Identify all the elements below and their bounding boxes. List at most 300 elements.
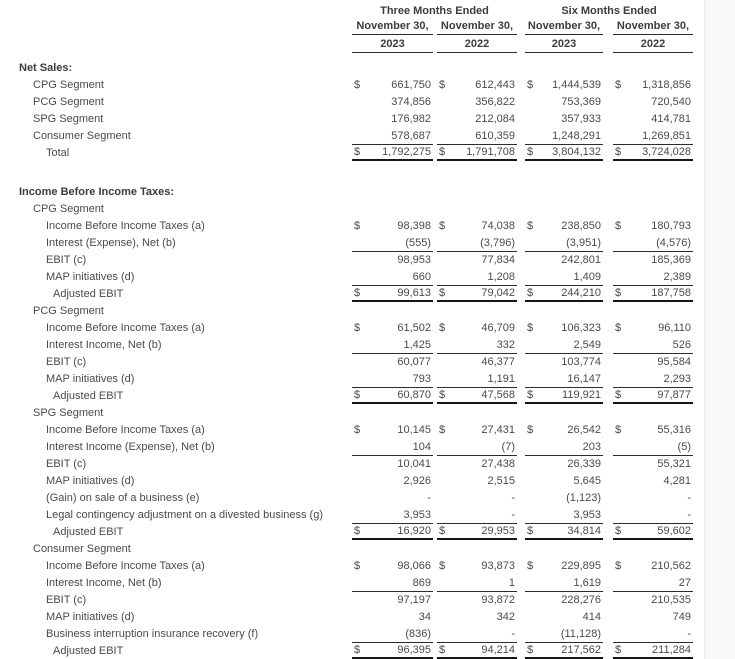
cell-value: -: [511, 627, 515, 640]
cell-value: 176,982: [391, 112, 431, 125]
value-cell: [525, 302, 603, 319]
value-cell: [437, 506, 517, 523]
value-cell: [352, 353, 433, 370]
value-cell: [525, 438, 603, 455]
value-cell: [525, 268, 603, 285]
table-row: [0, 144, 704, 161]
value-cell: [525, 127, 603, 144]
cell-value: 98,398: [397, 219, 431, 232]
cell-value: 94,214: [481, 644, 515, 656]
cell-value: 2,389: [663, 270, 691, 283]
cell-value: -: [427, 491, 431, 504]
row-label: MAP initiatives (d): [46, 474, 135, 487]
cell-value: 244,210: [561, 287, 601, 299]
value-cell: [437, 438, 517, 455]
value-cell: [525, 59, 603, 76]
cell-value: 1,792,275: [382, 146, 431, 158]
cell-value: 10,145: [397, 423, 431, 436]
value-cell: [352, 144, 433, 161]
cell-value: 238,850: [561, 219, 601, 232]
cell-value: 212,084: [475, 112, 515, 125]
value-cell: [352, 540, 433, 557]
value-cell: [613, 319, 693, 336]
cell-value: -: [687, 627, 691, 640]
table-row: [0, 455, 704, 472]
currency-symbol: $: [527, 78, 534, 91]
cell-value: -: [687, 491, 691, 504]
currency-symbol: $: [615, 389, 622, 401]
row-label: Interest (Expense), Net (b): [46, 236, 176, 249]
table-row: [0, 336, 704, 353]
cell-value: 3,724,028: [642, 146, 691, 158]
value-cell: [352, 523, 433, 540]
currency-symbol: $: [354, 219, 361, 232]
cell-value: 29,953: [481, 525, 515, 537]
value-cell: [352, 489, 433, 506]
value-cell: [525, 404, 603, 421]
value-cell: [437, 285, 517, 302]
cell-value: (555): [405, 236, 431, 249]
value-cell: [613, 472, 693, 489]
cell-value: 1,191: [487, 372, 515, 385]
value-cell: [613, 438, 693, 455]
column-year-header: 2023: [525, 35, 603, 53]
table-row: [0, 251, 704, 268]
row-label: (Gain) on sale of a business (e): [46, 491, 200, 504]
currency-symbol: $: [439, 146, 446, 158]
cell-value: (3,796): [480, 236, 515, 249]
currency-symbol: $: [354, 287, 361, 299]
value-cell: [525, 625, 603, 642]
row-label: SPG Segment: [33, 112, 104, 125]
value-cell: [613, 421, 693, 438]
currency-symbol: $: [615, 146, 622, 158]
page-margin-strip: [704, 0, 735, 659]
value-cell: [613, 591, 693, 608]
value-cell: [613, 93, 693, 110]
cell-value: 242,801: [561, 254, 601, 266]
currency-symbol: $: [439, 559, 446, 572]
value-cell: [525, 574, 603, 591]
value-cell: [525, 608, 603, 625]
cell-value: 16,147: [567, 372, 601, 385]
cell-value: 228,276: [561, 594, 601, 606]
value-cell: [525, 421, 603, 438]
value-cell: [525, 540, 603, 557]
column-date-header: November 30,: [613, 17, 693, 35]
cell-value: 210,535: [651, 594, 691, 606]
value-cell: [613, 404, 693, 421]
column-year-header: 2023: [352, 35, 433, 53]
table-row: [0, 217, 704, 234]
cell-value: 1,269,851: [642, 129, 691, 142]
value-cell: [437, 421, 517, 438]
column-date-header: November 30,: [352, 17, 433, 35]
section-spacer: [0, 161, 704, 183]
cell-value: 26,339: [567, 458, 601, 470]
value-cell: [352, 404, 433, 421]
value-cell: [352, 506, 433, 523]
value-cell: [437, 110, 517, 127]
cell-value: (4,576): [656, 236, 691, 249]
currency-symbol: $: [439, 389, 446, 401]
row-label: EBIT (c): [46, 593, 87, 606]
currency-symbol: $: [354, 389, 361, 401]
cell-value: 1: [508, 576, 515, 589]
currency-symbol: $: [527, 423, 534, 436]
value-cell: [352, 319, 433, 336]
value-cell: [437, 608, 517, 625]
cell-value: 203: [582, 440, 601, 453]
value-cell: [613, 268, 693, 285]
cell-value: 356,822: [475, 95, 515, 108]
value-cell: [437, 540, 517, 557]
cell-value: (1,123): [566, 491, 601, 504]
currency-symbol: $: [615, 219, 622, 232]
currency-symbol: $: [354, 423, 361, 436]
value-cell: [352, 625, 433, 642]
cell-value: 374,856: [391, 95, 431, 108]
table-row: [0, 319, 704, 336]
value-cell: [352, 336, 433, 353]
value-cell: [352, 110, 433, 127]
period-group-three-months: Three Months Ended: [380, 5, 489, 17]
currency-symbol: $: [439, 525, 446, 537]
value-cell: [613, 200, 693, 217]
value-cell: [613, 540, 693, 557]
value-cell: [525, 183, 603, 200]
cell-value: 47,568: [481, 389, 515, 401]
table-row: [0, 608, 704, 625]
currency-symbol: $: [439, 423, 446, 436]
row-label: Income Before Income Taxes (a): [46, 219, 205, 232]
cell-value: 119,921: [562, 389, 601, 401]
value-cell: [613, 183, 693, 200]
row-label: Income Before Income Taxes (a): [46, 321, 205, 334]
table-row: [0, 110, 704, 127]
cell-value: 185,369: [651, 254, 691, 266]
row-label: EBIT (c): [46, 457, 87, 470]
cell-value: (3,951): [566, 236, 601, 249]
table-row: [0, 93, 704, 110]
value-cell: [525, 472, 603, 489]
value-cell: [525, 370, 603, 387]
value-cell: [613, 489, 693, 506]
cell-value: 1,619: [573, 576, 601, 589]
segment-results-table: [0, 2, 704, 659]
cell-value: 660: [412, 270, 431, 283]
value-cell: [525, 251, 603, 268]
value-cell: [525, 336, 603, 353]
row-label: Interest Income, Net (b): [46, 576, 162, 589]
value-cell: [352, 472, 433, 489]
row-label: Adjusted EBIT: [53, 644, 124, 657]
value-cell: [352, 93, 433, 110]
value-cell: [437, 642, 517, 659]
value-cell: [613, 642, 693, 659]
value-cell: [613, 110, 693, 127]
value-cell: [613, 574, 693, 591]
currency-symbol: $: [615, 525, 622, 537]
value-cell: [613, 285, 693, 302]
value-cell: [525, 144, 603, 161]
value-cell: [352, 608, 433, 625]
table-row: [0, 302, 704, 319]
currency-symbol: $: [615, 644, 622, 656]
value-cell: [525, 455, 603, 472]
row-label: Interest Income, Net (b): [46, 338, 162, 351]
value-cell: [613, 234, 693, 251]
value-cell: [352, 438, 433, 455]
currency-symbol: $: [527, 559, 534, 572]
currency-symbol: $: [354, 559, 361, 572]
value-cell: [352, 455, 433, 472]
value-cell: [525, 319, 603, 336]
table-row: [0, 421, 704, 438]
value-cell: [613, 625, 693, 642]
row-label: Business interruption insurance recovery (f): [46, 627, 259, 640]
value-cell: [437, 387, 517, 404]
value-cell: [437, 76, 517, 93]
cell-value: 96,395: [397, 644, 431, 656]
date-header-row: [0, 17, 704, 35]
cell-value: 3,804,132: [552, 146, 601, 158]
cell-value: 26,542: [567, 423, 601, 436]
currency-symbol: $: [354, 321, 361, 334]
cell-value: 46,377: [481, 356, 515, 368]
value-cell: [352, 127, 433, 144]
cell-value: 27,431: [481, 423, 515, 436]
cell-value: 74,038: [481, 219, 515, 232]
cell-value: 753,369: [561, 95, 601, 108]
cell-value: 103,774: [561, 356, 601, 368]
value-cell: [437, 472, 517, 489]
value-cell: [437, 200, 517, 217]
cell-value: 55,321: [657, 458, 691, 470]
value-cell: [437, 557, 517, 574]
row-label: CPG Segment: [33, 202, 104, 215]
cell-value: 1,208: [487, 270, 515, 283]
row-label: PCG Segment: [33, 304, 104, 317]
value-cell: [613, 127, 693, 144]
value-cell: [437, 183, 517, 200]
period-group-header-row: [0, 2, 704, 17]
table-row: [0, 574, 704, 591]
currency-symbol: $: [527, 321, 534, 334]
currency-symbol: $: [439, 78, 446, 91]
cell-value: (7): [501, 440, 515, 453]
cell-value: 342: [496, 610, 515, 623]
cell-value: 95,584: [657, 356, 691, 368]
cell-value: 210,562: [651, 559, 691, 572]
row-label: Income Before Income Taxes:: [19, 185, 175, 198]
currency-symbol: $: [354, 525, 361, 537]
column-year-header: 2022: [437, 35, 517, 53]
table-row: [0, 183, 704, 200]
cell-value: 34: [418, 610, 431, 623]
value-cell: [352, 591, 433, 608]
cell-value: 610,359: [475, 129, 515, 142]
cell-value: 217,562: [561, 644, 601, 656]
row-label: Legal contingency adjustment on a divested business (g): [46, 508, 324, 521]
currency-symbol: $: [439, 287, 446, 299]
value-cell: [525, 217, 603, 234]
cell-value: 98,066: [397, 559, 431, 572]
cell-value: 414,781: [651, 112, 691, 125]
row-label: Consumer Segment: [33, 542, 131, 555]
cell-value: 612,443: [475, 78, 515, 91]
value-cell: [525, 234, 603, 251]
value-cell: [437, 302, 517, 319]
table-row: [0, 506, 704, 523]
value-cell: [437, 523, 517, 540]
currency-symbol: $: [615, 287, 622, 299]
value-cell: [525, 93, 603, 110]
cell-value: 661,750: [391, 78, 431, 91]
value-cell: [525, 591, 603, 608]
row-label: Consumer Segment: [33, 129, 131, 142]
table-row: [0, 489, 704, 506]
row-label: Income Before Income Taxes (a): [46, 423, 205, 436]
cell-value: 1,425: [403, 338, 431, 351]
value-cell: [613, 251, 693, 268]
row-label: Net Sales:: [19, 61, 73, 74]
cell-value: 1,409: [573, 270, 601, 283]
value-cell: [437, 217, 517, 234]
currency-symbol: $: [527, 389, 534, 401]
value-cell: [613, 387, 693, 404]
value-cell: [613, 76, 693, 93]
row-label: Income Before Income Taxes (a): [46, 559, 205, 572]
cell-value: 79,042: [481, 287, 515, 299]
value-cell: [352, 302, 433, 319]
cell-value: 2,926: [403, 474, 431, 487]
table-body: [0, 59, 704, 659]
value-cell: [352, 183, 433, 200]
cell-value: 1,791,708: [466, 146, 515, 158]
value-cell: [352, 370, 433, 387]
currency-symbol: $: [615, 78, 622, 91]
value-cell: [613, 59, 693, 76]
value-cell: [525, 642, 603, 659]
cell-value: 96,110: [658, 321, 691, 334]
value-cell: [437, 404, 517, 421]
table-row: [0, 370, 704, 387]
currency-symbol: $: [527, 644, 534, 656]
currency-symbol: $: [439, 321, 446, 334]
value-cell: [352, 268, 433, 285]
value-cell: [613, 302, 693, 319]
cell-value: 27: [678, 576, 691, 589]
cell-value: 99,613: [397, 287, 431, 299]
cell-value: 1,444,539: [552, 78, 601, 91]
value-cell: [525, 387, 603, 404]
value-cell: [613, 557, 693, 574]
currency-symbol: $: [527, 219, 534, 232]
column-date-header: November 30,: [525, 17, 603, 35]
cell-value: (836): [405, 627, 431, 640]
table-row: [0, 127, 704, 144]
cell-value: 332: [496, 338, 515, 351]
value-cell: [352, 557, 433, 574]
cell-value: 4,281: [663, 474, 691, 487]
value-cell: [437, 234, 517, 251]
row-label: Total: [46, 146, 70, 159]
value-cell: [613, 353, 693, 370]
cell-value: 720,540: [651, 95, 691, 108]
value-cell: [525, 489, 603, 506]
value-cell: [352, 642, 433, 659]
cell-value: 793: [412, 372, 431, 385]
table-row: [0, 540, 704, 557]
row-label: PCG Segment: [33, 95, 104, 108]
table-row: [0, 285, 704, 302]
row-label: SPG Segment: [33, 406, 104, 419]
value-cell: [613, 370, 693, 387]
cell-value: 59,602: [657, 525, 691, 537]
cell-value: 60,077: [397, 356, 431, 368]
value-cell: [352, 217, 433, 234]
currency-symbol: $: [615, 321, 622, 334]
table-row: [0, 59, 704, 76]
value-cell: [437, 370, 517, 387]
row-label: Adjusted EBIT: [53, 389, 124, 402]
value-cell: [352, 285, 433, 302]
value-cell: [525, 110, 603, 127]
cell-value: 5,645: [573, 474, 601, 487]
value-cell: [352, 76, 433, 93]
cell-value: 61,502: [397, 321, 431, 334]
cell-value: 97,197: [397, 594, 431, 606]
currency-symbol: $: [439, 644, 446, 656]
currency-symbol: $: [354, 78, 361, 91]
cell-value: 104: [412, 440, 431, 453]
cell-value: -: [511, 491, 515, 504]
table-row: [0, 268, 704, 285]
row-label: Adjusted EBIT: [53, 287, 124, 300]
value-cell: [613, 523, 693, 540]
value-cell: [613, 608, 693, 625]
value-cell: [437, 268, 517, 285]
value-cell: [352, 251, 433, 268]
cell-value: 55,316: [657, 423, 691, 436]
value-cell: [437, 353, 517, 370]
table-row: [0, 76, 704, 93]
table-row: [0, 625, 704, 642]
cell-value: (5): [677, 440, 691, 453]
value-cell: [437, 574, 517, 591]
cell-value: 526: [672, 338, 691, 351]
value-cell: [437, 591, 517, 608]
table-row: [0, 438, 704, 455]
row-label: CPG Segment: [33, 78, 104, 91]
table-row: [0, 404, 704, 421]
row-label: MAP initiatives (d): [46, 270, 135, 283]
value-cell: [525, 200, 603, 217]
row-label: Interest Income (Expense), Net (b): [46, 440, 215, 453]
value-cell: [525, 557, 603, 574]
value-cell: [525, 353, 603, 370]
year-header-row: [0, 35, 704, 53]
currency-symbol: $: [615, 559, 622, 572]
value-cell: [613, 217, 693, 234]
value-cell: [437, 489, 517, 506]
value-cell: [613, 506, 693, 523]
cell-value: 749: [672, 610, 691, 623]
row-label: EBIT (c): [46, 253, 87, 266]
value-cell: [525, 76, 603, 93]
cell-value: 93,872: [481, 594, 515, 606]
